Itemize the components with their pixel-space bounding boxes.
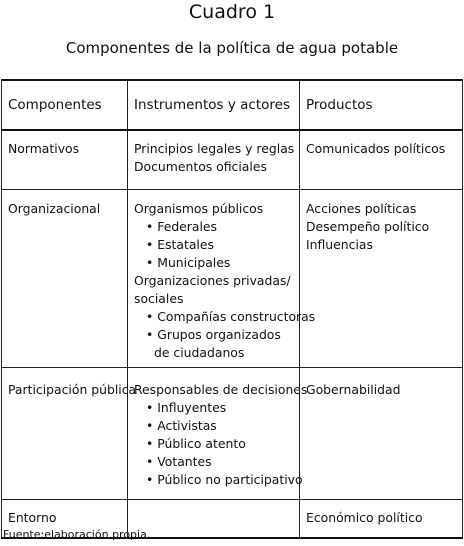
- product-item: Comunicados políticos: [306, 141, 446, 156]
- table-caption-title: Componentes de la política de agua potable: [65, 39, 399, 57]
- component-label: Entorno: [8, 510, 57, 525]
- component-label: Normativos: [8, 141, 80, 156]
- cell-instruments: [128, 130, 300, 190]
- component-label: Organizacional: [8, 201, 101, 216]
- product-item: Desempeño político: [306, 219, 430, 234]
- instrument-bullet-item: • Público atento: [146, 436, 246, 451]
- cell-component: [2, 130, 128, 190]
- instrument-bullet-item: • Grupos organizados: [146, 327, 281, 342]
- cell-products: [300, 190, 463, 368]
- instrument-item: Organismos públicos: [134, 201, 264, 216]
- instrument-bullet-item: • Influyentes: [146, 400, 227, 415]
- instrument-bullet-continuation: de ciudadanos: [154, 345, 245, 360]
- cell-products: [300, 130, 463, 190]
- table-header-row: [2, 80, 463, 130]
- instrument-item: sociales: [134, 291, 184, 306]
- instrument-item: Documentos oficiales: [134, 159, 267, 174]
- instrument-bullet-item: • Federales: [146, 219, 218, 234]
- instrument-bullet-item: • Municipales: [146, 255, 231, 270]
- instrument-item: Principios legales y reglas: [134, 141, 295, 156]
- table-caption-number: Cuadro 1: [188, 1, 276, 23]
- instrument-item: Responsables de decisiones: [134, 382, 308, 397]
- cell-component: [2, 368, 137, 500]
- cell-instruments: [128, 190, 316, 368]
- policy-components-table: [1, 79, 463, 539]
- cell-instruments-empty: [128, 500, 300, 539]
- cell-component: [2, 190, 128, 368]
- table-row-normativos: [2, 130, 463, 190]
- product-item: Influencias: [306, 237, 373, 252]
- header-instrumentos-y-actores: Instrumentos y actores: [128, 80, 300, 130]
- header-productos: Productos: [300, 80, 463, 130]
- table-row-organizacional: [2, 190, 463, 368]
- product-item: Acciones políticas: [306, 201, 417, 216]
- instrument-bullet-item: • Estatales: [146, 237, 214, 252]
- cell-instruments: [128, 368, 308, 500]
- product-item: Gobernabilidad: [306, 382, 401, 397]
- instrument-item: Organizaciones privadas/: [134, 273, 291, 288]
- component-label: Participación pública: [8, 382, 137, 397]
- cell-products: [300, 368, 463, 500]
- instrument-bullet-item: • Activistas: [146, 418, 217, 433]
- cell-products: [300, 500, 463, 539]
- header-componentes: Componentes: [2, 80, 128, 130]
- product-item: Económico político: [306, 510, 423, 525]
- source-note: Fuente:elaboración propia.: [3, 528, 151, 541]
- instrument-bullet-item: • Compañías constructoras: [146, 309, 316, 324]
- instrument-bullet-item: • Público no participativo: [146, 472, 303, 487]
- table-row-participacion-publica: [2, 368, 463, 500]
- instrument-bullet-item: • Votantes: [146, 454, 212, 469]
